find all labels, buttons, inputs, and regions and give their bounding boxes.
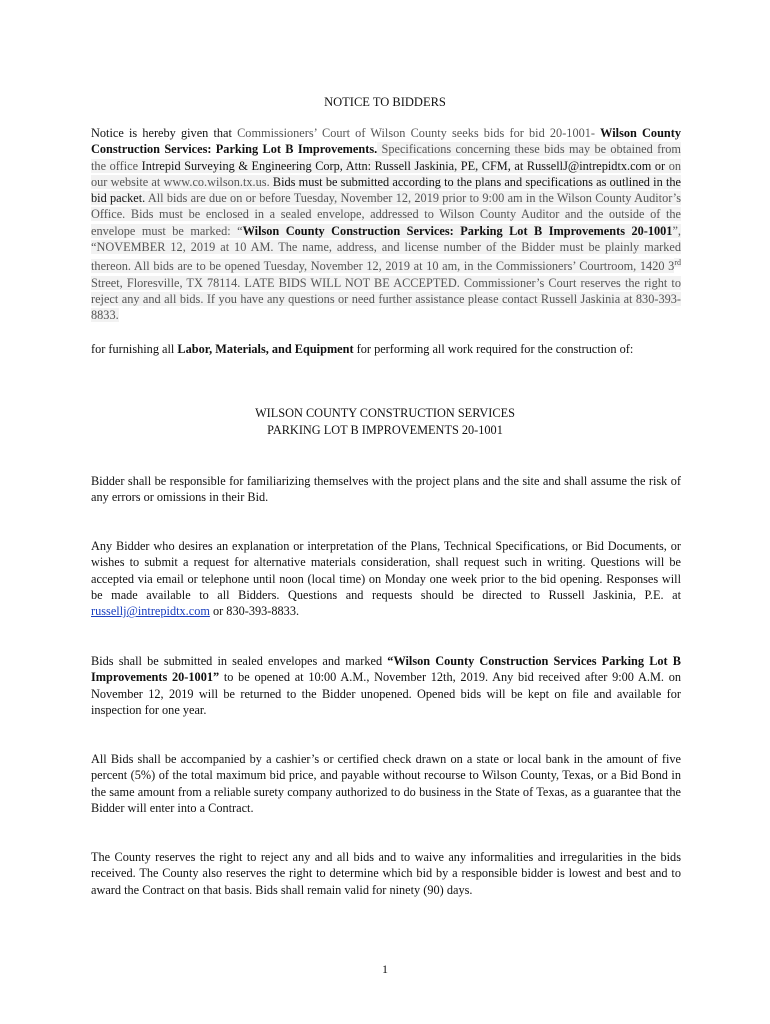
sealed-pre: Bids shall be submitted in sealed envelopes and marked [91,654,388,668]
furnish-bold: Labor, Materials, and Equipment [177,342,354,356]
furnish-post: for performing all work required for the construction of: [353,342,634,356]
sealed-bold: “Wilson County Construction Services Parking Lot B Improvements 20-1001” [91,654,681,685]
questions-paragraph [91,538,681,619]
intro-text-4: Specifications concerning these bids may be obtained from the office [91,142,681,173]
county-reserves-paragraph: The County reserves the right to reject any and all bids and to waive any informalities and irregularities in the bids received. The County also reserves the right to determine which bid by a responsible bidder is lowest and best and to award the Contract on that basis. Bids shall remain valid for ninety (90) days. [91,850,681,897]
intro-paragraph [91,125,681,324]
responsibility-paragraph: Bidder shall be responsible for familiarizing themselves with the project plans and the site and shall assume the risk of any errors or omissions in their Bid. [91,474,681,505]
intro-opening: ”, “NOVEMBER 12, 2019 at 10 AM. The name, address, and license number of the Bidder must be plainly marked thereon. All bids are to be opened Tuesday, November 12, 2019 at 10 am, in the Commissioners’ Courtroom, 1420 3 [91,223,681,274]
page-number: 1 [382,962,388,976]
intro-closing: Street, Floresville, TX 78114. LATE BIDS WILL NOT BE ACCEPTED. Commissioner’s Court reserves the right to reject any and all bids. If you have any questions or need further assistance please contact Russell Jaskinia at 830-393-8833. [91,275,681,323]
furnish-paragraph [91,341,681,357]
sealed-bids-paragraph [91,653,681,718]
intro-submit: Bids must be submitted according to the plans and specifications as outlined in the bid packet. [91,174,682,206]
project-heading-line1: WILSON COUNTY CONSTRUCTION SERVICES [255,406,515,420]
project-heading-line2: PARKING LOT B IMPROVEMENTS 20-1001 [267,423,503,437]
questions-text: Any Bidder who desires an explanation or interpretation of the Plans, Technical Specifications, or Bid Documents, or wishes to submit a request for alternative materials consideration, shall request such in writing. Questions will be accepted via email or telephone until noon (local time) on Monday one week prior to the bid opening. Responses will be made available to all Bidders. Questions and requests should be directed to Russell Jaskinia, P.E. at [91,539,681,602]
intro-text-1: Notice is hereby given that [91,126,238,140]
intro-contact: Intrepid Surveying & Engineering Corp, Attn: Russell Jaskinia, PE, CFM, at RussellJ@intrepidtx.com or [141,158,666,173]
sealed-post: to be opened at 10:00 A.M., November 12th, 2019. Any bid received after 9:00 A.M. on November 12, 2019 will be returned to the Bidder unopened. Opened bids will be kept on file and available for inspection for one year. [91,670,681,717]
intro-envelope-mark: Wilson County Construction Services: Parking Lot B Improvements 20-1001 [242,223,673,238]
questions-tail: or 830-393-8833. [209,604,300,619]
contact-email-link[interactable]: russellj@intrepidtx.com [91,604,210,619]
bid-bond-paragraph: All Bids shall be accompanied by a cashier’s or certified check drawn on a state or local bank in the amount of five percent (5%) of the total maximum bid price, and payable without recourse to Wilson County, Texas, or a Bid Bond in the same amount from a reliable surety company authorized to do business in the State of Texas, as a guarantee that the Bidder will enter into a Contract. [91,752,681,815]
intro-ordinal: rd [674,258,681,268]
intro-project-name: Wilson County Construction Services: Parking Lot B Improvements. [91,126,681,157]
intro-website: on our website at www.co.wilson.tx.us. [91,158,682,189]
intro-due: All bids are due on or before Tuesday, November 12, 2019 prior to 9:00 am in the Wilson County Auditor’s Office. Bids must be enclosed in a sealed envelope, addressed to Wilson County Auditor and the outside of the envelope must be marked: “ [91,191,681,238]
notice-title: NOTICE TO BIDDERS [324,95,446,109]
furnish-pre: for furnishing all [91,342,178,356]
intro-text-2: Commissioners’ Court of Wilson County seeks bids for bid 20-1001- [237,126,601,140]
